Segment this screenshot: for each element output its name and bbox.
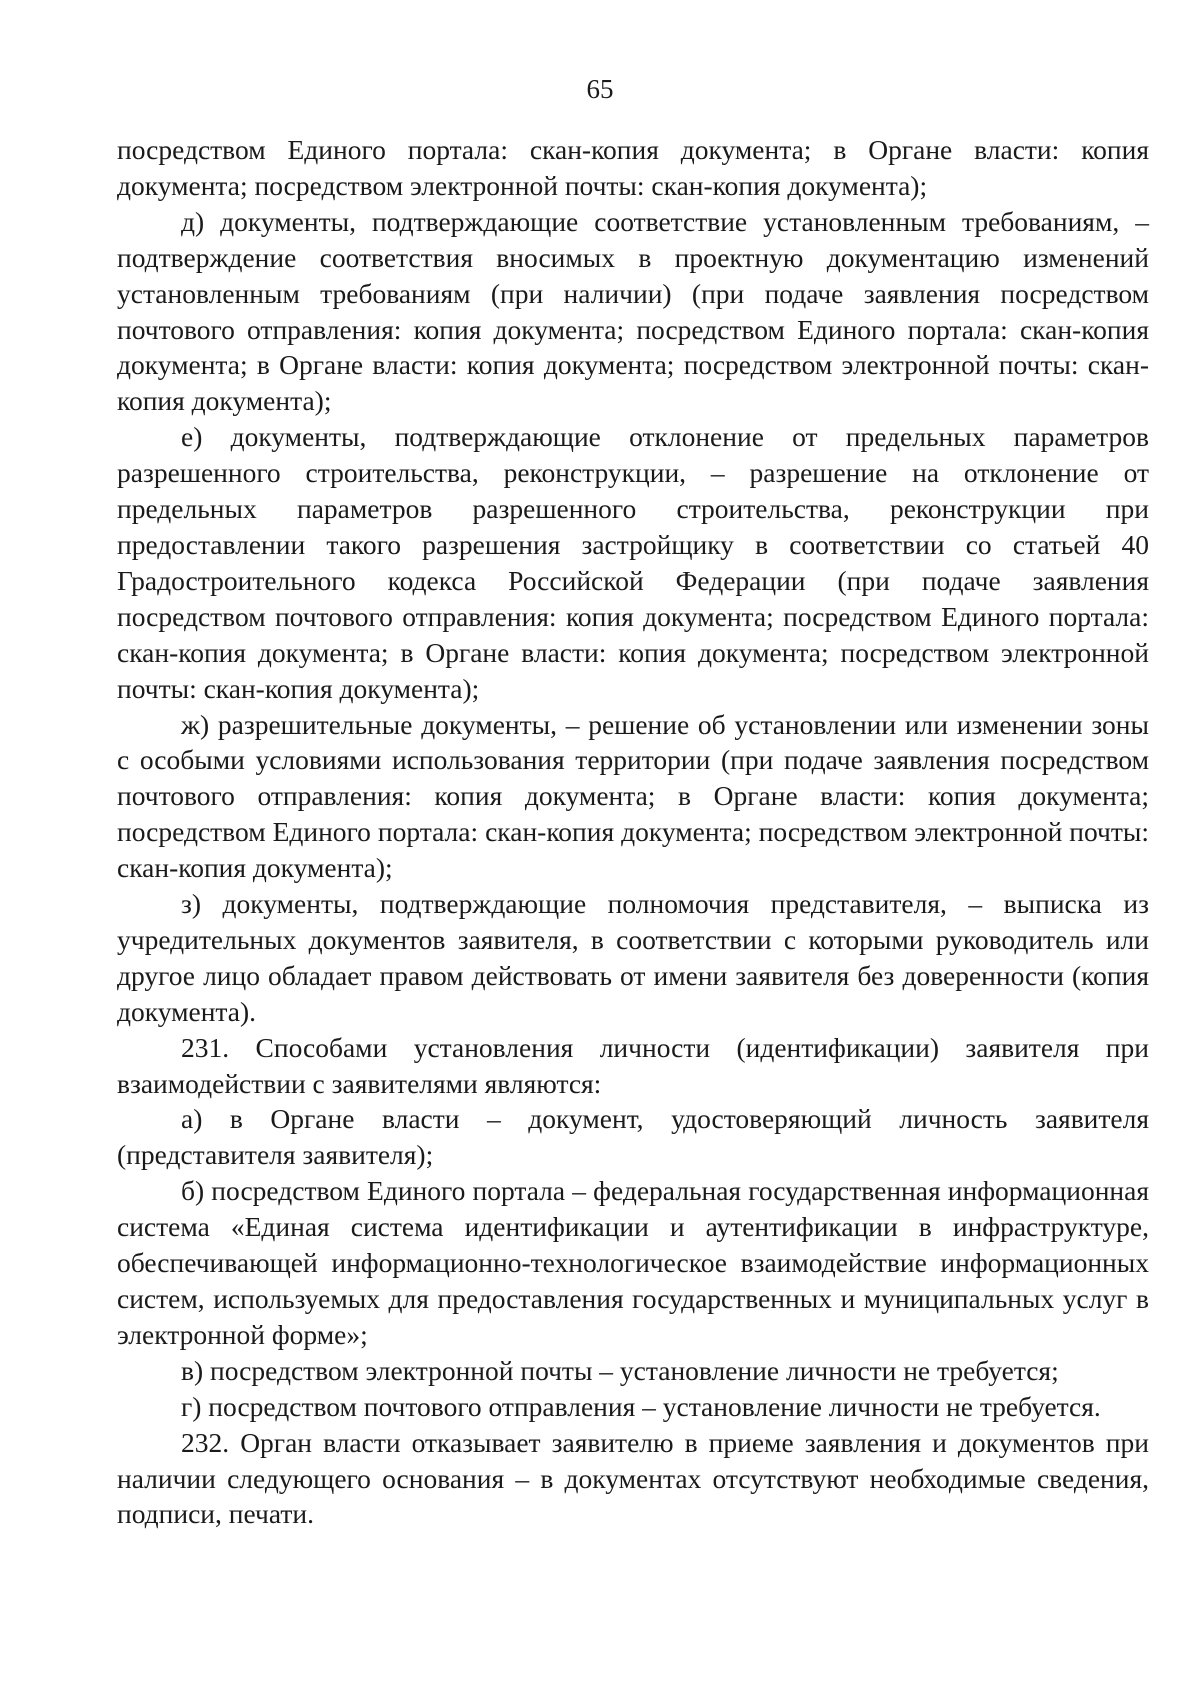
paragraph-item-z: з) документы, подтверждающие полномочия представителя, – выписка из учредительных документов заявителя, в соответствии с которыми руководитель или другое лицо обладает правом действовать от имени заявителя без доверенности (копия документа). bbox=[117, 888, 1149, 1027]
paragraph-continuation: посредством Единого портала: скан-копия документа; в Органе власти: копия документа; посредством электронной почты: скан-копия документа); bbox=[117, 134, 1149, 201]
page-number: 65 bbox=[586, 74, 614, 104]
paragraph-item-a: а) в Органе власти – документ, удостоверяющий личность заявителя (представителя заявителя); bbox=[117, 1103, 1149, 1171]
paragraph-clause-232: 232. Орган власти отказывает заявителю в приеме заявления и документов при наличии следующего основания – в документах отсутствуют необходимые сведения, подписи, печати. bbox=[117, 1426, 1149, 1530]
paragraph-clause-231: 231. Способами установления личности (идентификации) заявителя при взаимодействии с заявителями являются: bbox=[117, 1031, 1149, 1099]
paragraph-item-v: в) посредством электронной почты – установление личности не требуется; bbox=[181, 1354, 1059, 1386]
paragraph-item-b: б) посредством Единого портала – федеральная государственная информационная система «Единая система идентификации и аутентификации в инфраструктуре, обеспечивающей информационно-технологическое взаимодействие информационных систем, используемых для предоставления государственных и муниципальных услуг в электронной форме»; bbox=[117, 1175, 1149, 1350]
document-body bbox=[117, 132, 1149, 1532]
paragraph-item-d: д) документы, подтверждающие соответствие установленным требованиям, – подтверждение соответствия вносимых в проектную документацию изменений установленным требованиям (при наличии) (при подаче заявления посредством почтового отправления: копия документа; посредством Единого портала: скан-копия документа; в Органе власти: копия документа; посредством электронной почты: скан-копия документа); bbox=[117, 205, 1149, 417]
paragraph-item-e: е) документы, подтверждающие отклонение от предельных параметров разрешенного строительства, реконструкции, – разрешение на отклонение от предельных параметров разрешенного строительства, реконструкции при предоставлении такого разрешения застройщику в соответствии со статьей 40 Градостроительного кодекса Российской Федерации (при подаче заявления посредством почтового отправления: копия документа; посредством Единого портала: скан-копия документа; в Органе власти: копия документа; посредством электронной почты: скан-копия документа); bbox=[117, 421, 1149, 704]
paragraph-item-g: г) посредством почтового отправления – установление личности не требуется. bbox=[181, 1390, 1101, 1422]
paragraph-item-zh: ж) разрешительные документы, – решение об установлении или изменении зоны с особыми условиями использования территории (при подаче заявления посредством почтового отправления: копия документа; в Органе власти: копия документа; посредством Единого портала: скан-копия документа; посредством электронной почты: скан-копия документа); bbox=[117, 708, 1149, 884]
